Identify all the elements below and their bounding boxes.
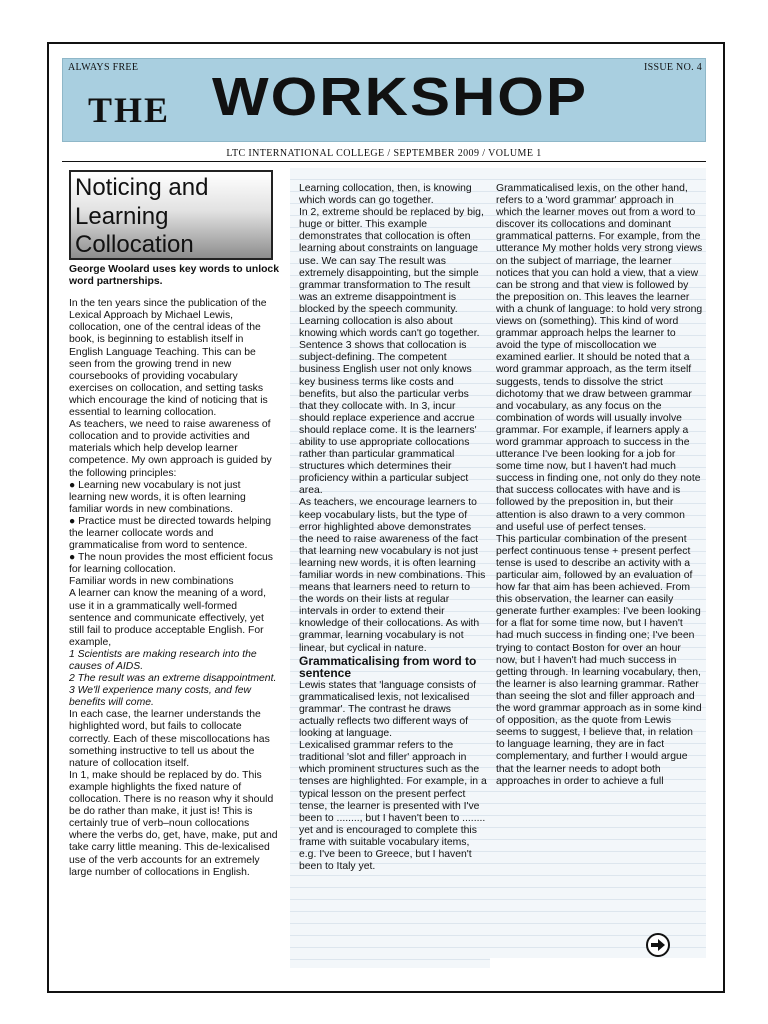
paragraph: Learning collocation, then, is knowing which words can go together. — [299, 183, 472, 207]
masthead-the: THE — [88, 90, 171, 130]
arrow-right-icon[interactable] — [646, 933, 670, 957]
paragraph: In the ten years since the publication of the Lexical Approach by Michael Lewis, collocation, one of the central ideas of the book, is beginning to establish itself in English Language Teaching. This can be seen from the growing trend in new coursebooks of providing vocabulary exercises on collocation, and setting tasks which encourage the kind of noticing that is essential to learning collocation. — [69, 298, 268, 419]
example-sentence: 2 The result was an extreme disappointment. — [69, 673, 277, 685]
paragraph: This particular combination of the present perfect continuous tense + present perfect tense is used to describe an activity with a particular aim, followed by an evaluation of how far that aim has been achieved. From this observation, the learner can easily generate further examples: I've been looking for a flat for some time now, but I haven't had much success in finding one; I've been trying to contact Boston for over an hour now, but I haven't had much success in getting through. In learning vocabulary, then, the learner is also learning grammar. Rather than seeing the slot and filler approach and the word grammar approach as in some kind of opposition, as the quote from Lewis seems to suggest, I believe that, in relation to language learning, they are in fact complementary, and further I would argue that the learner needs to adopt both approaches in order to achieve a full — [496, 533, 702, 787]
paragraph: In 1, make should be replaced by do. This example highlights the fixed nature of collocation. There is no reason why it should be do rather than make, it just is! This is certainly true of verb–noun collocations where the verbs do, get, have, make, put and take carry little meaning. This de-lexicalised use of the verb accounts for an extremely large number of collocations in English. — [69, 769, 278, 878]
paragraph: In 2, extreme should be replaced by big, huge or bitter. This example demonstrates that collocation is often learning about constraints on language use. We can say The result was extremely disappointing, but the simple grammar transformation to The result was an extreme disappointment is blocked by the speech community. Learning collocation is also about knowing which words can't go together. — [299, 207, 484, 340]
paragraph: As teachers, we encourage learners to keep vocabulary lists, but the type of error highlighted above demonstrates the need to raise awareness of the fact that learning new vocabulary is not just learning new words, it is often learning familiar words in new combinations. This means that learners need to return to the words on their lists at regular intervals in order to extend their knowledge of their collocations. As with grammar, learning vocabulary is not linear, but cyclical in nature. — [299, 497, 486, 654]
bullet-item: ● Practice must be directed towards helping the learner collocate words and grammaticalise from word to sentence. — [69, 515, 272, 552]
bullet-item: ● The noun provides the most efficient focus for learning collocation. — [69, 552, 274, 576]
paragraph: In each case, the learner understands the highlighted word, but fails to collocate correctly. Each of these miscollocations has something instructive to tell us about the nature of collocation itself. — [69, 709, 270, 769]
bullet-item: ● Learning new vocabulary is not just learning new words, it is often learning familiar words in new combinations. — [69, 479, 246, 515]
example-sentence: 1 Scientists are making research into the causes of AIDS. — [69, 648, 257, 672]
paragraph: A learner can know the meaning of a word, use it in a grammatically well-formed sentence and communicate effectively, yet still fail to produce acceptable English. For example, — [69, 588, 266, 648]
masthead-title: WORKSHOP — [212, 66, 588, 127]
article-column-1 — [69, 264, 279, 879]
issue-number: ISSUE NO. 4 — [643, 62, 702, 73]
paragraph: Grammaticalised lexis, on the other hand, refers to a 'word grammar' approach in which the learner moves out from a word to discover its collocations and dominant grammatical patterns. For example, from the utterance My mother holds very strong views on the subject of marriage, the learner notices that you can hold a view, that a view can be strong and that view is followed by the preposition on. This leaves the learner with a chunk of language: to hold very strong views on (something). This kind of word grammar approach helps the learner to avoid the type of miscollocation we examined earlier. It should be noted that a word grammar approach, as the term itself suggests, tends to dissolve the strict dichotomy that we draw between grammar and vocabulary, as any focus on the combination of words will usually involve grammar. For example, if learners apply a word grammar approach to success in the utterance I've been looking for a job for some time now, but I haven't had much success in finding one, not only do they note that success collocates with have and is followed by the preposition in, but their attention is also drawn to a very common and useful use of perfect tenses. — [496, 183, 703, 533]
article-title: Noticing and Learning Collocation — [69, 170, 273, 260]
article-column-3 — [496, 183, 703, 788]
section-heading: Grammaticalising from word to sentence — [299, 653, 477, 681]
always-free-label: ALWAYS FREE — [68, 62, 139, 73]
example-sentence: 3 We'll experience many costs, and few benefits will come. — [69, 685, 251, 709]
paragraph: Sentence 3 shows that collocation is subject-defining. The competent business English user not only knows key business terms like costs and benefits, but also the particular verbs that they collocate with. In 3, incur should replace experience and accrue should replace come. It is the learners' ability to use appropriate collocations rather than particular grammatical structures which determines their proficiency within a particular subject area. — [299, 340, 477, 497]
article-column-2 — [299, 183, 487, 873]
dateline-rule — [62, 161, 706, 162]
article-byline: George Woolard uses key words to unlock word partnerships. — [69, 264, 279, 288]
paragraph: Lewis states that 'language consists of grammaticalised lexis, not lexicalised grammar'. The contrast he draws actually reflects two different ways of looking at language. — [299, 679, 476, 740]
paragraph: Lexicalised grammar refers to the traditional 'slot and filler' approach in which prominent structures such as the tenses are highlighted. For example, in a typical lesson on the present perfect tense, the learner is presented with I've been to ........, but I haven't been to ........ yet and is encouraged to complete this frame with suitable vocabulary items, e.g. I've been to Greece, but I haven't been to Italy yet. — [299, 740, 487, 873]
section-heading: Familiar words in new combinations — [69, 576, 234, 588]
dateline: LTC INTERNATIONAL COLLEGE / SEPTEMBER 2009 / VOLUME 1 — [226, 148, 542, 159]
paragraph: As teachers, we need to raise awareness of collocation and to provide activities and materials which help develop learner competence. My own approach is guided by the following principles: — [69, 419, 272, 479]
arrow-right-glyph — [650, 938, 666, 952]
